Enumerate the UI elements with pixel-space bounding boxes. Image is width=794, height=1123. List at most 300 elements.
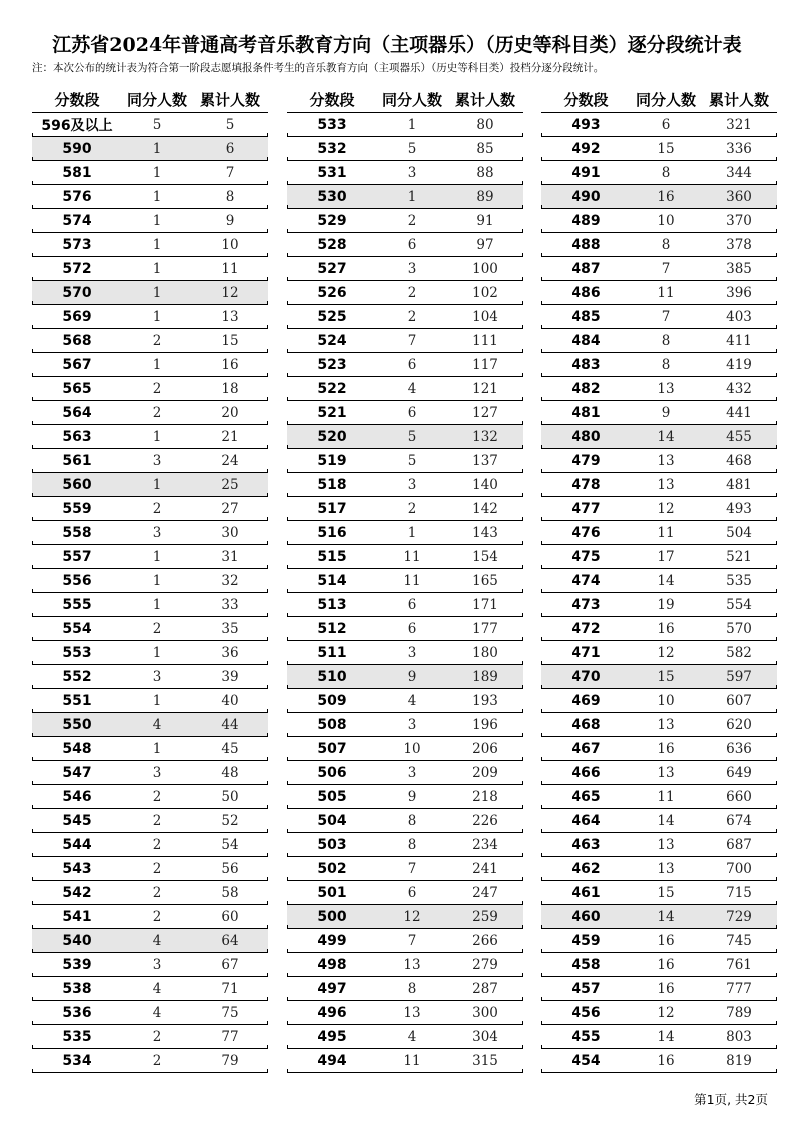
score-cell: 469 [571,693,601,709]
cumulative-count-cell: 30 [221,525,239,541]
cumulative-count-cell: 5 [225,117,235,133]
cumulative-count-cell: 21 [221,429,239,445]
table-row [287,449,523,473]
score-cell: 494 [317,1053,347,1069]
same-count-cell: 7 [407,861,417,877]
same-count-cell: 6 [407,405,417,421]
cumulative-count-cell: 660 [726,789,752,805]
score-cell: 487 [571,261,601,277]
cumulative-count-cell: 745 [726,933,752,949]
score-cell: 596及以上 [41,118,113,134]
same-count-cell: 8 [407,981,417,997]
same-count-cell: 13 [657,477,675,493]
score-cell: 497 [317,981,347,997]
table-row [541,185,777,209]
table-row [541,569,777,593]
table-row [287,1049,523,1073]
score-cell: 464 [571,813,601,829]
score-cell: 457 [571,981,601,997]
score-cell: 572 [62,261,92,277]
table-row [541,977,777,1001]
score-cell: 511 [317,645,347,661]
cumulative-count-cell: 411 [726,333,752,349]
cumulative-count-cell: 761 [726,957,752,973]
cumulative-count-cell: 209 [472,765,498,781]
same-count-cell: 5 [152,117,162,133]
score-cell: 485 [571,309,601,325]
table-row [287,905,523,929]
score-cell: 501 [317,885,347,901]
same-count-cell: 4 [152,933,162,949]
same-count-cell: 11 [403,549,421,565]
same-count-cell: 1 [152,189,162,205]
same-count-cell: 1 [152,573,162,589]
cumulative-count-cell: 111 [472,333,498,349]
same-count-cell: 13 [403,957,421,973]
same-count-cell: 4 [407,1029,417,1045]
cumulative-count-cell: 385 [726,261,752,277]
same-count-cell: 1 [152,741,162,757]
cumulative-count-cell: 729 [726,909,752,925]
table-row [32,113,268,137]
score-cell: 504 [317,813,347,829]
table-row [541,713,777,737]
cumulative-count-cell: 117 [472,357,498,373]
score-cell: 516 [317,525,347,541]
cumulative-count-cell: 674 [726,813,752,829]
table-row [287,329,523,353]
cumulative-count-cell: 88 [476,165,494,181]
header-score: 分数段 [54,90,100,109]
score-cell: 476 [571,525,601,541]
score-cell: 480 [571,429,601,445]
cumulative-count-cell: 64 [221,933,239,949]
cumulative-count-cell: 196 [472,717,498,733]
cumulative-count-cell: 226 [472,813,498,829]
cumulative-count-cell: 468 [726,453,752,469]
score-cell: 505 [317,789,347,805]
table-row [287,185,523,209]
score-cell: 461 [571,885,601,901]
same-count-cell: 7 [661,261,671,277]
same-count-cell: 14 [657,909,675,925]
cumulative-count-cell: 39 [221,669,239,685]
cumulative-count-cell: 97 [476,237,494,253]
page-footer: 第1页, 共2页 [694,1092,768,1107]
same-count-cell: 13 [657,453,675,469]
cumulative-count-cell: 52 [221,813,239,829]
cumulative-count-cell: 7 [225,165,235,181]
score-cell: 530 [317,189,347,205]
cumulative-count-cell: 336 [726,141,752,157]
score-table-column-3 [541,86,777,1073]
same-count-cell: 7 [407,333,417,349]
same-count-cell: 2 [407,213,417,229]
table-row [287,953,523,977]
same-count-cell: 17 [657,549,675,565]
score-cell: 563 [62,429,92,445]
same-count-cell: 10 [403,741,421,757]
score-cell: 471 [571,645,601,661]
cumulative-count-cell: 127 [472,405,498,421]
same-count-cell: 2 [152,381,162,397]
cumulative-count-cell: 789 [726,1005,752,1021]
same-count-cell: 1 [407,189,417,205]
cumulative-count-cell: 607 [726,693,752,709]
table-row [287,641,523,665]
table-row [287,257,523,281]
score-cell: 521 [317,405,347,421]
table-row [541,1025,777,1049]
cumulative-count-cell: 100 [472,261,498,277]
table-row [541,353,777,377]
same-count-cell: 13 [657,765,675,781]
same-count-cell: 14 [657,429,675,445]
same-count-cell: 8 [407,813,417,829]
same-count-cell: 3 [407,645,417,661]
table-note: 注：本次公布的统计表为符合第一阶段志愿填报条件考生的音乐教育方向（主项器乐）（历史等科目类）投档分逐分段统计。 [32,62,605,74]
same-count-cell: 9 [407,669,417,685]
score-cell: 553 [62,645,92,661]
same-count-cell: 2 [152,789,162,805]
same-count-cell: 12 [657,1005,675,1021]
same-count-cell: 2 [152,1029,162,1045]
same-count-cell: 3 [407,165,417,181]
table-header [32,86,268,112]
score-cell: 527 [317,261,347,277]
cumulative-count-cell: 715 [726,885,752,901]
same-count-cell: 8 [661,357,671,373]
same-count-cell: 16 [657,957,675,973]
table-row [287,377,523,401]
table-body [32,112,268,1073]
table-row [541,689,777,713]
score-cell: 524 [317,333,347,349]
same-count-cell: 16 [657,933,675,949]
same-count-cell: 1 [152,237,162,253]
same-count-cell: 2 [152,621,162,637]
cumulative-count-cell: 300 [472,1005,498,1021]
same-count-cell: 5 [407,141,417,157]
cumulative-count-cell: 279 [472,957,498,973]
same-count-cell: 6 [407,597,417,613]
cumulative-count-cell: 58 [221,885,239,901]
table-row [541,521,777,545]
same-count-cell: 15 [657,141,675,157]
cumulative-count-cell: 636 [726,741,752,757]
same-count-cell: 13 [403,1005,421,1021]
cumulative-count-cell: 27 [221,501,239,517]
table-row [541,665,777,689]
table-row [32,329,268,353]
table-row [32,713,268,737]
same-count-cell: 12 [403,909,421,925]
table-row [32,761,268,785]
score-cell: 554 [62,621,92,637]
header-cumulative-count: 累计人数 [708,90,769,109]
cumulative-count-cell: 91 [476,213,494,229]
score-cell: 544 [62,837,92,853]
cumulative-count-cell: 71 [221,981,239,997]
same-count-cell: 13 [657,717,675,733]
same-count-cell: 4 [152,717,162,733]
same-count-cell: 3 [407,261,417,277]
score-cell: 557 [62,549,92,565]
score-cell: 477 [571,501,601,517]
cumulative-count-cell: 8 [225,189,235,205]
score-cell: 465 [571,789,601,805]
table-row [541,113,777,137]
score-cell: 519 [317,453,347,469]
table-row [32,833,268,857]
same-count-cell: 1 [152,165,162,181]
table-row [32,857,268,881]
table-row [287,713,523,737]
score-cell: 509 [317,693,347,709]
table-row [32,953,268,977]
table-row [287,113,523,137]
cumulative-count-cell: 419 [726,357,752,373]
cumulative-count-cell: 554 [726,597,752,613]
table-row [287,833,523,857]
table-row [287,809,523,833]
cumulative-count-cell: 77 [221,1029,239,1045]
table-row [541,953,777,977]
cumulative-count-cell: 12 [221,285,239,301]
cumulative-count-cell: 700 [726,861,752,877]
cumulative-count-cell: 206 [472,741,498,757]
score-cell: 576 [62,189,92,205]
same-count-cell: 1 [152,597,162,613]
same-count-cell: 3 [152,525,162,541]
same-count-cell: 1 [152,693,162,709]
score-cell: 491 [571,165,601,181]
table-row [32,377,268,401]
score-cell: 512 [317,621,347,637]
table-row [32,881,268,905]
score-cell: 573 [62,237,92,253]
header-cumulative-count: 累计人数 [454,90,515,109]
same-count-cell: 14 [657,573,675,589]
score-cell: 459 [571,933,601,949]
cumulative-count-cell: 304 [472,1029,498,1045]
same-count-cell: 16 [657,741,675,757]
score-cell: 520 [317,429,347,445]
table-row [541,737,777,761]
same-count-cell: 5 [407,429,417,445]
table-row [287,353,523,377]
same-count-cell: 8 [407,837,417,853]
cumulative-count-cell: 67 [221,957,239,973]
same-count-cell: 14 [657,813,675,829]
same-count-cell: 3 [152,957,162,973]
score-cell: 581 [62,165,92,181]
score-cell: 569 [62,309,92,325]
cumulative-count-cell: 31 [221,549,239,565]
cumulative-count-cell: 75 [221,1005,239,1021]
cumulative-count-cell: 455 [726,429,752,445]
same-count-cell: 13 [657,381,675,397]
score-cell: 496 [317,1005,347,1021]
same-count-cell: 2 [407,501,417,517]
cumulative-count-cell: 649 [726,765,752,781]
cumulative-count-cell: 36 [221,645,239,661]
table-row [32,641,268,665]
score-cell: 478 [571,477,601,493]
same-count-cell: 6 [407,237,417,253]
score-cell: 550 [62,717,92,733]
score-cell: 565 [62,381,92,397]
same-count-cell: 2 [407,309,417,325]
table-row [541,377,777,401]
score-cell: 543 [62,861,92,877]
score-table-column-1 [32,86,268,1073]
score-cell: 545 [62,813,92,829]
score-table-column-2 [287,86,523,1073]
same-count-cell: 16 [657,1053,675,1069]
cumulative-count-cell: 259 [472,909,498,925]
same-count-cell: 4 [152,1005,162,1021]
cumulative-count-cell: 193 [472,693,498,709]
score-cell: 510 [317,669,347,685]
same-count-cell: 1 [152,141,162,157]
cumulative-count-cell: 102 [472,285,498,301]
table-row [541,761,777,785]
table-row [541,137,777,161]
score-cell: 513 [317,597,347,613]
table-row [32,185,268,209]
table-row [32,449,268,473]
same-count-cell: 2 [152,1053,162,1069]
same-count-cell: 10 [657,213,675,229]
cumulative-count-cell: 370 [726,213,752,229]
score-cell: 466 [571,765,601,781]
cumulative-count-cell: 481 [726,477,752,493]
cumulative-count-cell: 180 [472,645,498,661]
table-row [541,617,777,641]
same-count-cell: 16 [657,981,675,997]
same-count-cell: 12 [657,645,675,661]
same-count-cell: 1 [407,525,417,541]
table-body [541,112,777,1073]
cumulative-count-cell: 140 [472,477,498,493]
score-cell: 462 [571,861,601,877]
same-count-cell: 9 [407,789,417,805]
cumulative-count-cell: 44 [221,717,239,733]
same-count-cell: 3 [407,477,417,493]
header-score: 分数段 [563,90,609,109]
same-count-cell: 2 [152,333,162,349]
same-count-cell: 11 [403,573,421,589]
score-cell: 503 [317,837,347,853]
table-row [32,1049,268,1073]
table-row [287,281,523,305]
cumulative-count-cell: 266 [472,933,498,949]
table-row [287,689,523,713]
same-count-cell: 6 [407,885,417,901]
score-cell: 488 [571,237,601,253]
table-row [541,497,777,521]
score-cell: 556 [62,573,92,589]
score-cell: 518 [317,477,347,493]
score-cell: 489 [571,213,601,229]
table-row [541,257,777,281]
same-count-cell: 8 [661,333,671,349]
cumulative-count-cell: 582 [726,645,752,661]
table-row [287,593,523,617]
table-row [32,617,268,641]
same-count-cell: 3 [407,717,417,733]
score-cell: 558 [62,525,92,541]
score-cell: 479 [571,453,601,469]
table-header [287,86,523,112]
table-row [32,353,268,377]
score-cell: 517 [317,501,347,517]
same-count-cell: 10 [657,693,675,709]
same-count-cell: 9 [661,405,671,421]
cumulative-count-cell: 247 [472,885,498,901]
table-row [287,929,523,953]
cumulative-count-cell: 25 [221,477,239,493]
table-row [541,401,777,425]
score-cell: 470 [571,669,601,685]
same-count-cell: 1 [152,285,162,301]
score-cell: 529 [317,213,347,229]
table-row [287,857,523,881]
score-cell: 481 [571,405,601,421]
score-cell: 468 [571,717,601,733]
cumulative-count-cell: 396 [726,285,752,301]
score-cell: 528 [317,237,347,253]
cumulative-count-cell: 121 [472,381,498,397]
cumulative-count-cell: 315 [472,1053,498,1069]
cumulative-count-cell: 32 [221,573,239,589]
cumulative-count-cell: 154 [472,549,498,565]
table-row [287,233,523,257]
header-same-count: 同分人数 [381,90,442,109]
table-row [541,425,777,449]
same-count-cell: 4 [407,693,417,709]
score-cell: 502 [317,861,347,877]
score-cell: 561 [62,453,92,469]
cumulative-count-cell: 344 [726,165,752,181]
table-row [32,425,268,449]
table-row [287,617,523,641]
score-cell: 552 [62,669,92,685]
table-row [541,641,777,665]
score-cell: 490 [571,189,601,205]
score-cell: 483 [571,357,601,373]
same-count-cell: 2 [407,285,417,301]
same-count-cell: 15 [657,885,675,901]
table-header [541,86,777,112]
table-row [541,593,777,617]
header-same-count: 同分人数 [635,90,696,109]
table-row [32,665,268,689]
same-count-cell: 6 [407,621,417,637]
same-count-cell: 6 [661,117,671,133]
table-row [541,209,777,233]
score-cell: 475 [571,549,601,565]
table-row [541,161,777,185]
cumulative-count-cell: 137 [472,453,498,469]
table-row [32,593,268,617]
table-row [541,905,777,929]
same-count-cell: 8 [661,237,671,253]
table-row [287,209,523,233]
cumulative-count-cell: 171 [472,597,498,613]
same-count-cell: 11 [657,285,675,301]
